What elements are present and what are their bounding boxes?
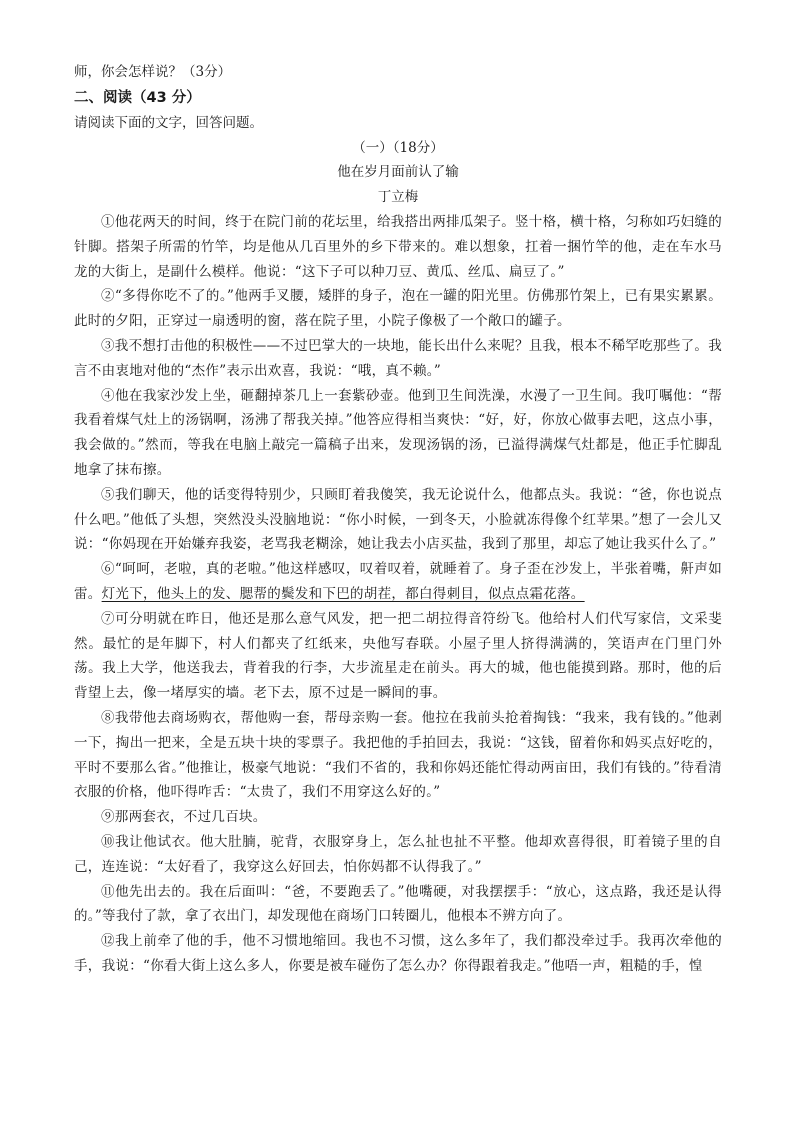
- paragraph-11: ⑪他先出去的。我在后面叫：“爸，不要跑丢了。”他嘴硬，对我摆摆手：“放心，这点路，我还是认得的。”等我付了款，拿了衣出门，却发现他在商场门口转圈儿，他根本不辨方向了。: [74, 883, 722, 925]
- paragraph-8: ⑧我带他去商场购衣，帮他购一套，帮母亲购一套。他拉在我前头抢着掏钱：“我来，我有钱的。”他剥一下，掏出一把来，全是五块十块的零票子。我把他的手拍回去，我说：“这钱，留着你和妈买点好吃的，平时不要那么省。”他推让，极豪气地说：“我们不省的，我和你妈还能忙得动两亩田，我们有钱的。”待看清衣服的价格，他吓得咋舌：“太贵了，我们不用穿这么好的。”: [74, 709, 722, 801]
- paragraph-9: ⑨那两套衣，不过几百块。: [101, 809, 267, 826]
- paragraph-3: ③我不想打击他的积极性——不过巴掌大的一块地，能长出什么来呢？且我，根本不稀罕吃那些了。我言不由衷地对他的“杰作”表示出欢喜，我说：“哦，真不赖。”: [74, 337, 722, 379]
- paragraph-10: ⑩我让他试衣。他大肚腩，驼背，衣服穿身上，怎么扯也扯不平整。他却欢喜得很，盯着镜子里的自己，连连说：“太好看了，我穿这么好回去，怕你妈都不认得我了。”: [74, 833, 722, 875]
- paragraph-5: ⑤我们聊天，他的话变得特别少，只顾盯着我傻笑，我无论说什么，他都点头。我说：“爸，你也说点什么吧。”他低了头想，突然没头没脑地说：“你小时候，一到冬天，小脸就冻得像个红苹果。”想了一会儿又说：“你妈现在开始嫌弃我姿，老骂我老糊涂，她让我去小店买盐，我到了那里，却忘了她让我买什么了。”: [74, 486, 722, 553]
- paragraph-12: ⑫我上前牵了他的手，他不习惯地缩回。我也不习惯，这么多年了，我们都没牵过手。我再次牵他的手，我说：“你看大街上这么多人，你要是被车碰伤了怎么办？你得跟着我走。”他唔一声，粗糙的手，惶: [74, 933, 722, 974]
- paragraph-7: ⑦可分明就在昨日，他还是那么意气风发，把一把二胡拉得音符纷飞。他给村人们代写家信，文采斐然。最忙的是年脚下，村人们都夹了红纸来，央他写春联。小屋子里人挤得满满的，笑语声在门里门外荡。我上大学，他送我去，背着我的行李，大步流星走在前头。再大的城，他也能摸到路。那时，他的后背望上去，像一堵厚实的墙。老下去，原不过是一瞬间的事。: [74, 610, 722, 702]
- document-page: [74, 60, 722, 979]
- question-tail: 师，你会怎样说？（3分）: [74, 64, 232, 80]
- paragraph-6-text: ⑥“呵呵，老啦，真的老啦。”他这样感叹，叹着叹着，就睡着了。身子歪在沙发上，半张着嘴，鼾声如雷。: [74, 561, 722, 602]
- paragraph-2: ②“多得你吃不了的。”他两手叉腰，矮胖的身子，泡在一罐的阳光里。仿佛那竹架上，已有果实累累。此时的夕阳，正穿过一扇透明的窗，落在院子里，小院子像极了一个敞口的罐子。: [74, 288, 722, 330]
- paragraph-6: [74, 557, 722, 607]
- article-title: 他在岁月面前认了输: [337, 164, 459, 181]
- part-label: （一）（18分）: [352, 139, 444, 156]
- paragraph-4: ④他在我家沙发上坐，砸翻掉茶几上一套紫砂壶。他到卫生间洗澡，水漫了一卫生间。我叮嘱他：“帮我看着煤气灶上的汤锅啊，汤沸了帮我关掉。”他答应得相当爽快：“好，好，你放心做事去吧，这点小事，我会做的。”然而，等我在电脑上敲完一篇稿子出来，发现汤锅的汤，已溢得满煤气灶都是，他正手忙脚乱地拿了抹布擦。: [74, 387, 722, 478]
- author: 丁立梅: [377, 189, 419, 206]
- instruction: 请阅读下面的文字，回答问题。: [74, 114, 263, 131]
- paragraph-1: ①他花两天的时间，终于在院门前的花坛里，给我搭出两排瓜架子。竖十格，横十格，匀称如巧妇缝的针脚。搭架子所需的竹竿，均是他从几百里外的乡下带来的。难以想象，扛着一捆竹竿的他，走在车水马龙的大街上，是副什么模样。他说：“这下子可以种刀豆、黄瓜、丝瓜、扁豆了。”: [74, 213, 722, 280]
- section-heading: 二、阅读（43 分）: [74, 89, 201, 106]
- underlined-sentence: 灯光下，他头上的发、腮帮的鬓发和下巴的胡茬，都白得刺目，似点点霜花落。: [101, 585, 585, 602]
